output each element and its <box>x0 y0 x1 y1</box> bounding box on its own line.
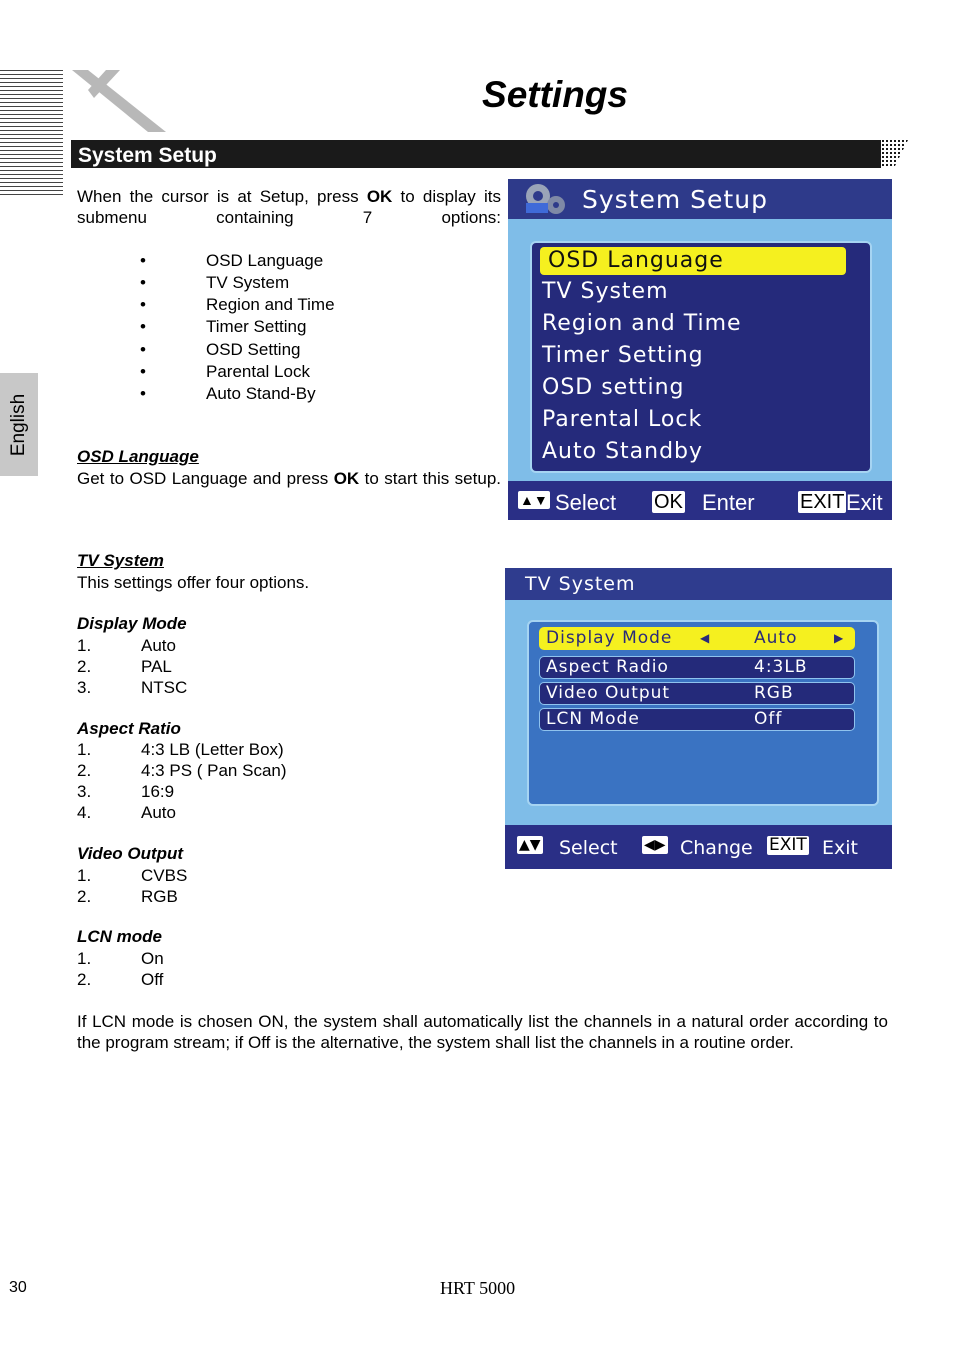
header-dot-pattern <box>866 140 908 168</box>
left-right-arrows-icon: ◀▶ <box>644 837 666 853</box>
menu-item-osd-language[interactable]: OSD Language <box>540 247 846 275</box>
osd-language-paragraph: Get to OSD Language and press OK to start this setup. <box>77 469 501 488</box>
osd-menu <box>530 241 872 473</box>
list-item: 2. 4:3 PS ( Pan Scan) <box>77 761 287 780</box>
display-mode-heading: Display Mode <box>77 614 187 633</box>
lcn-explanation: If LCN mode is chosen ON, the system shall automatically list the channels in a natural order according to the program stream; if Off is the alternative, the system shall list the channels in a routine order. <box>77 1012 888 1052</box>
menu-item-tv-system[interactable]: TV System <box>542 279 669 304</box>
arrow-right-icon: ▶ <box>834 631 845 645</box>
osd-footer <box>505 825 892 869</box>
list-item: • OSD Setting <box>140 340 301 359</box>
arrow-left-icon: ◀ <box>700 631 711 645</box>
ok-key-icon: OK <box>654 491 683 513</box>
menu-item-auto-standby[interactable]: Auto Standby <box>542 439 704 464</box>
menu-item-timer-setting[interactable]: Timer Setting <box>542 343 704 368</box>
video-output-heading: Video Output <box>77 844 184 863</box>
intro-text-2: to display its submenu containing 7 options: <box>77 187 501 227</box>
list-item: • Parental Lock <box>140 362 310 381</box>
osd-language-heading: OSD Language <box>77 447 199 466</box>
section-header: System Setup <box>78 144 217 167</box>
list-item: 1. On <box>77 949 164 968</box>
list-item: • Region and Time <box>140 295 335 314</box>
osd-settings-panel <box>527 620 879 806</box>
intro-ok: OK <box>366 187 393 206</box>
list-item: 2. RGB <box>77 887 178 906</box>
page-title: Settings <box>482 74 628 115</box>
system-setup-osd-screen <box>508 179 892 520</box>
list-item: 3. NTSC <box>77 678 188 697</box>
brand-logo-x <box>70 68 166 134</box>
exit-key-icon: EXIT <box>769 835 807 855</box>
up-down-arrows-icon: ▲▼ <box>520 492 548 508</box>
setting-row-aspect-radio[interactable]: Aspect Radio 4:3LB <box>539 656 855 679</box>
osd-title: TV System <box>525 573 636 595</box>
list-item: • OSD Language <box>140 251 324 270</box>
hint-change: Change <box>680 837 753 859</box>
setting-row-display-mode[interactable]: Display Mode ◀ Auto ▶ <box>539 627 855 650</box>
list-item: 1. CVBS <box>77 866 188 885</box>
menu-item-osd-setting[interactable]: OSD setting <box>542 375 685 400</box>
menu-item-parental-lock[interactable]: Parental Lock <box>542 407 703 432</box>
list-item: 3. 16:9 <box>77 782 175 801</box>
language-side-tab <box>0 373 38 476</box>
setting-row-lcn-mode[interactable]: LCN Mode Off <box>539 708 855 731</box>
menu-item-region-and-time[interactable]: Region and Time <box>542 311 742 336</box>
aspect-ratio-heading: Aspect Ratio <box>77 719 181 738</box>
osd-body <box>508 219 892 481</box>
osd-title: System Setup <box>582 185 768 214</box>
list-item: 2. Off <box>77 970 164 989</box>
decorative-stripes <box>0 70 63 195</box>
gears-icon <box>520 181 570 217</box>
intro-text-1: When the cursor is at Setup, press <box>77 187 367 206</box>
tv-system-osd-screen <box>505 568 892 869</box>
footer-model-name: HRT 5000 <box>440 1278 516 1298</box>
tv-system-text: This settings offer four options. <box>77 573 310 592</box>
list-item: 1. 4:3 LB (Letter Box) <box>77 740 284 759</box>
list-item: 1. Auto <box>77 636 176 655</box>
list-item: • Timer Setting <box>140 317 307 336</box>
hint-enter: Enter <box>702 490 755 515</box>
list-item: • TV System <box>140 273 290 292</box>
hint-select: Select <box>559 837 618 859</box>
setting-row-video-output[interactable]: Video Output RGB <box>539 682 855 705</box>
osd-footer <box>508 481 892 520</box>
hint-exit: Exit <box>846 490 883 515</box>
hint-exit: Exit <box>822 837 858 859</box>
osd-body <box>505 600 892 825</box>
page-number: 30 <box>9 1279 27 1296</box>
tv-system-heading: TV System <box>77 551 164 570</box>
lcn-mode-heading: LCN mode <box>77 927 162 946</box>
list-item: • Auto Stand-By <box>140 384 316 403</box>
up-down-arrows-icon: ▲▼ <box>519 837 541 853</box>
hint-select: Select <box>555 490 617 515</box>
intro-paragraph <box>77 186 501 228</box>
side-tab-label: English <box>8 393 29 456</box>
list-item: 4. Auto <box>77 803 176 822</box>
exit-key-icon: EXIT <box>800 491 845 513</box>
list-item: 2. PAL <box>77 657 172 676</box>
osd-title-bar <box>508 179 892 219</box>
